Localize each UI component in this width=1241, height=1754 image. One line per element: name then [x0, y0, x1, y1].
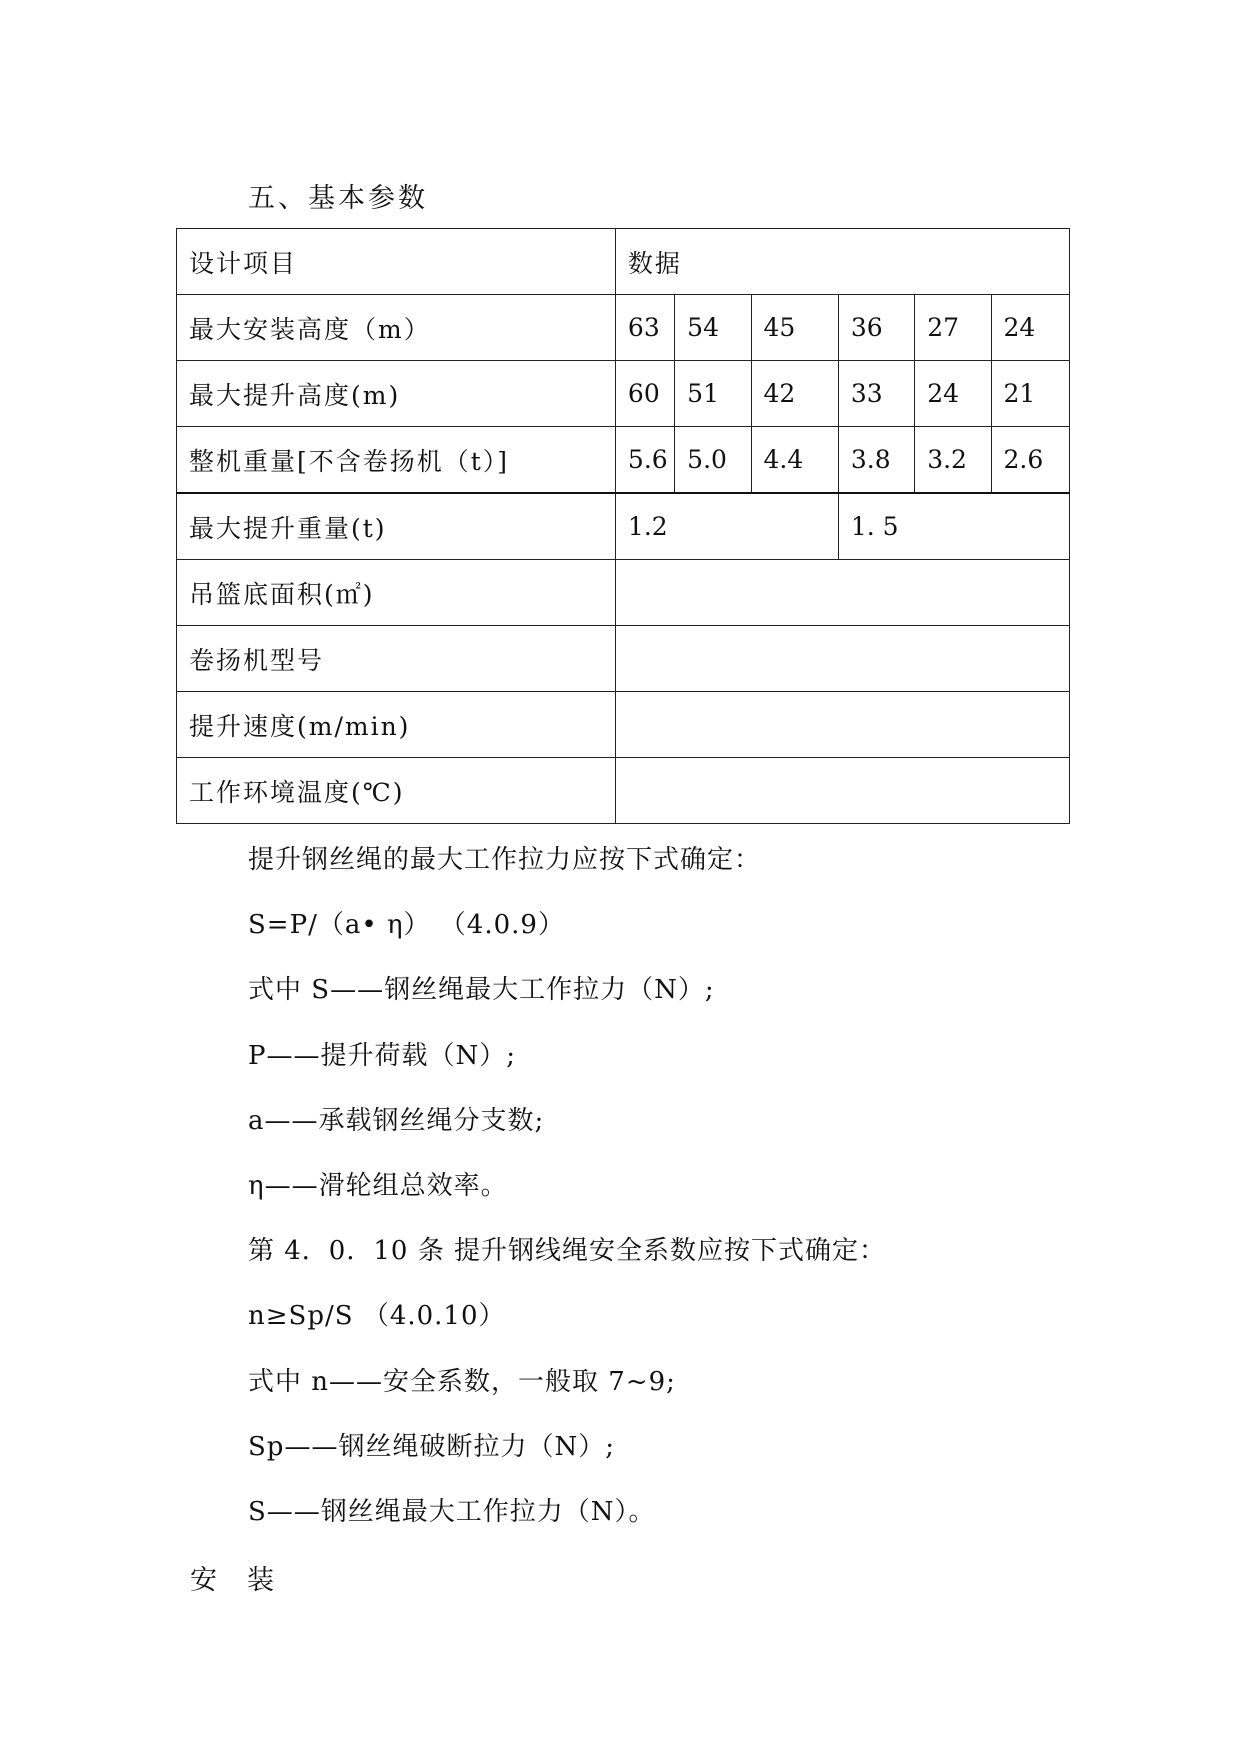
table-cell: 4.4 [751, 427, 838, 494]
text-line: Sp——钢丝绳破断拉力（N）; [248, 1431, 615, 1462]
row-label: 卷扬机型号 [177, 626, 616, 692]
table-row [177, 361, 1070, 427]
parameters-table [176, 228, 1070, 824]
formula-text-block [248, 840, 886, 1557]
table-cell: 5.6 [615, 427, 674, 494]
text-line: η——滑轮组总效率。 [248, 1170, 508, 1201]
text-line: S=P/（a• η） （4.0.9） [248, 910, 565, 941]
text-line: 提升钢丝绳的最大工作拉力应按下式确定： [248, 845, 762, 875]
table-row [177, 427, 1070, 494]
footer-char: 装 [247, 1565, 274, 1596]
footer-heading [190, 1558, 304, 1597]
row-label: 整机重量[不含卷扬机（t）] [177, 427, 616, 494]
header-value-cell: 数据 [615, 229, 1069, 295]
table-cell: 42 [751, 361, 838, 427]
section-heading: 五、基本参数 [248, 183, 428, 214]
table-row [177, 626, 1070, 692]
table-row [177, 493, 1070, 560]
row-label: 工作环境温度(℃) [177, 758, 616, 824]
table-cell: 24 [915, 361, 991, 427]
table-cell: 5.0 [675, 427, 751, 494]
table-row [177, 692, 1070, 758]
table-cell [615, 758, 1069, 824]
header-label-cell: 设计项目 [177, 229, 616, 295]
row-label: 最大提升重量(t) [177, 493, 616, 560]
text-line: n≥Sp/S （4.0.10） [248, 1301, 506, 1332]
text-line: S——钢丝绳最大工作拉力（N）。 [248, 1496, 656, 1527]
table-cell [615, 692, 1069, 758]
table-cell: 54 [675, 295, 751, 361]
text-line: a——承载钢丝绳分支数; [248, 1105, 545, 1136]
table-cell [615, 626, 1069, 692]
table-header-row [177, 229, 1070, 295]
text-line: P——提升荷载（N）; [248, 1040, 517, 1071]
text-line: 第 4．0．10 条 提升钢线绳安全系数应按下式确定： [248, 1236, 886, 1267]
table-cell: 21 [991, 361, 1069, 427]
table-cell: 1. 5 [838, 493, 1069, 560]
table-row [177, 758, 1070, 824]
table-cell: 24 [991, 295, 1069, 361]
footer-char: 安 [190, 1565, 217, 1596]
row-label: 提升速度(m/min) [177, 692, 616, 758]
table-row [177, 295, 1070, 361]
table-cell: 60 [615, 361, 674, 427]
table-cell: 27 [915, 295, 991, 361]
table-cell: 45 [751, 295, 838, 361]
text-line: 式中 S——钢丝绳最大工作拉力（N）; [248, 975, 715, 1006]
text-line: 式中 n——安全系数，一般取 7~9; [248, 1366, 676, 1397]
table-cell: 3.8 [838, 427, 914, 494]
table-cell [615, 560, 1069, 626]
table-cell: 33 [838, 361, 914, 427]
row-label: 吊篮底面积(㎡) [177, 560, 616, 626]
table-cell: 51 [675, 361, 751, 427]
row-label: 最大提升高度(m) [177, 361, 616, 427]
table-row [177, 560, 1070, 626]
table-cell: 1.2 [615, 493, 838, 560]
table-cell: 3.2 [915, 427, 991, 494]
row-label: 最大安装高度（m） [177, 295, 616, 361]
table-cell: 2.6 [991, 427, 1069, 494]
table-cell: 63 [615, 295, 674, 361]
table-cell: 36 [838, 295, 914, 361]
